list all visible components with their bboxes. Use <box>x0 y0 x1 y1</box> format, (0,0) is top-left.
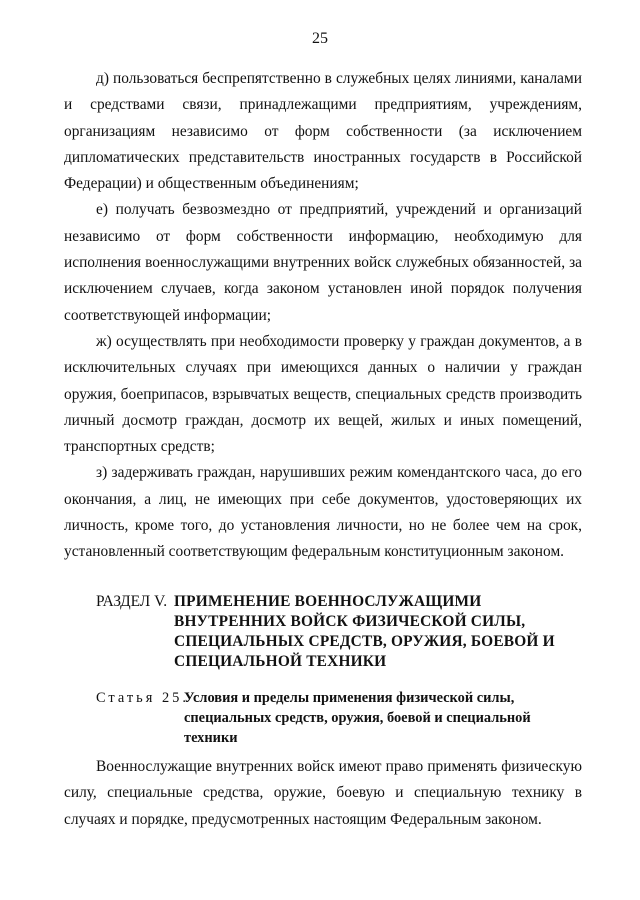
list-item-z: з) задерживать граждан, нарушивших режим комендантского часа, до его окончания, а лиц, не имеющих при себе документов, удостоверяющих их личность, кроме того, до установления личности, но не более чем на срок, установленный соответствующим федеральным конституционным законом. <box>64 464 582 561</box>
section-heading <box>96 592 586 672</box>
closing-paragraph: Военнослужащие внутренних войск имеют право применять физическую силу, специальные средства, оружие, боевую и специальную технику в случаях и порядке, предусмотренных настоящим Федеральным законом. <box>64 758 582 828</box>
list-item-zh: ж) осуществлять при необходимости проверку у граждан документов, а в исключительных случаях при имеющихся данных о наличии у граждан оружия, боеприпасов, взрывчатых веществ, специальных средств производить личный досмотр граждан, досмотр их вещей, жилых и иных помещений, транспортных средств; <box>64 332 582 456</box>
list-item-d: д) пользоваться беспрепятственно в служебных целях линиями, каналами и средствами связи, принадлежащими предприятиям, учреждениям, организациям независимо от форм собственности (за исключением дипломатических представительств иностранных государств в Российской Федерации) и общественным объединениям; <box>64 70 582 193</box>
article-body <box>64 754 582 833</box>
section-title: ПРИМЕНЕНИЕ ВОЕННОСЛУЖАЩИМИ ВНУТРЕННИХ ВОЙСК ФИЗИЧЕСКОЙ СИЛЫ, СПЕЦИАЛЬНЫХ СРЕДСТВ, ОРУЖИЯ, БОЕВОЙ И СПЕЦИАЛЬНОЙ ТЕХНИКИ <box>174 593 555 670</box>
article-heading <box>96 688 576 748</box>
list-item-e: е) получать безвозмездно от предприятий, учреждений и организаций независимо от форм собственности информацию, необходимую для исполнения военнослужащими внутренних войск служебных обязанностей, за исключением случаев, когда законом установлен иной порядок получения соответствующей информации; <box>64 201 582 324</box>
article-number: Статья 25. <box>96 690 189 706</box>
rights-list <box>64 66 582 566</box>
page-number: 25 <box>312 30 328 47</box>
article-title: Условия и пределы применения физической силы, специальных средств, оружия, боевой и специальной техники <box>184 690 531 746</box>
section-number: РАЗДЕЛ V. <box>96 593 168 610</box>
